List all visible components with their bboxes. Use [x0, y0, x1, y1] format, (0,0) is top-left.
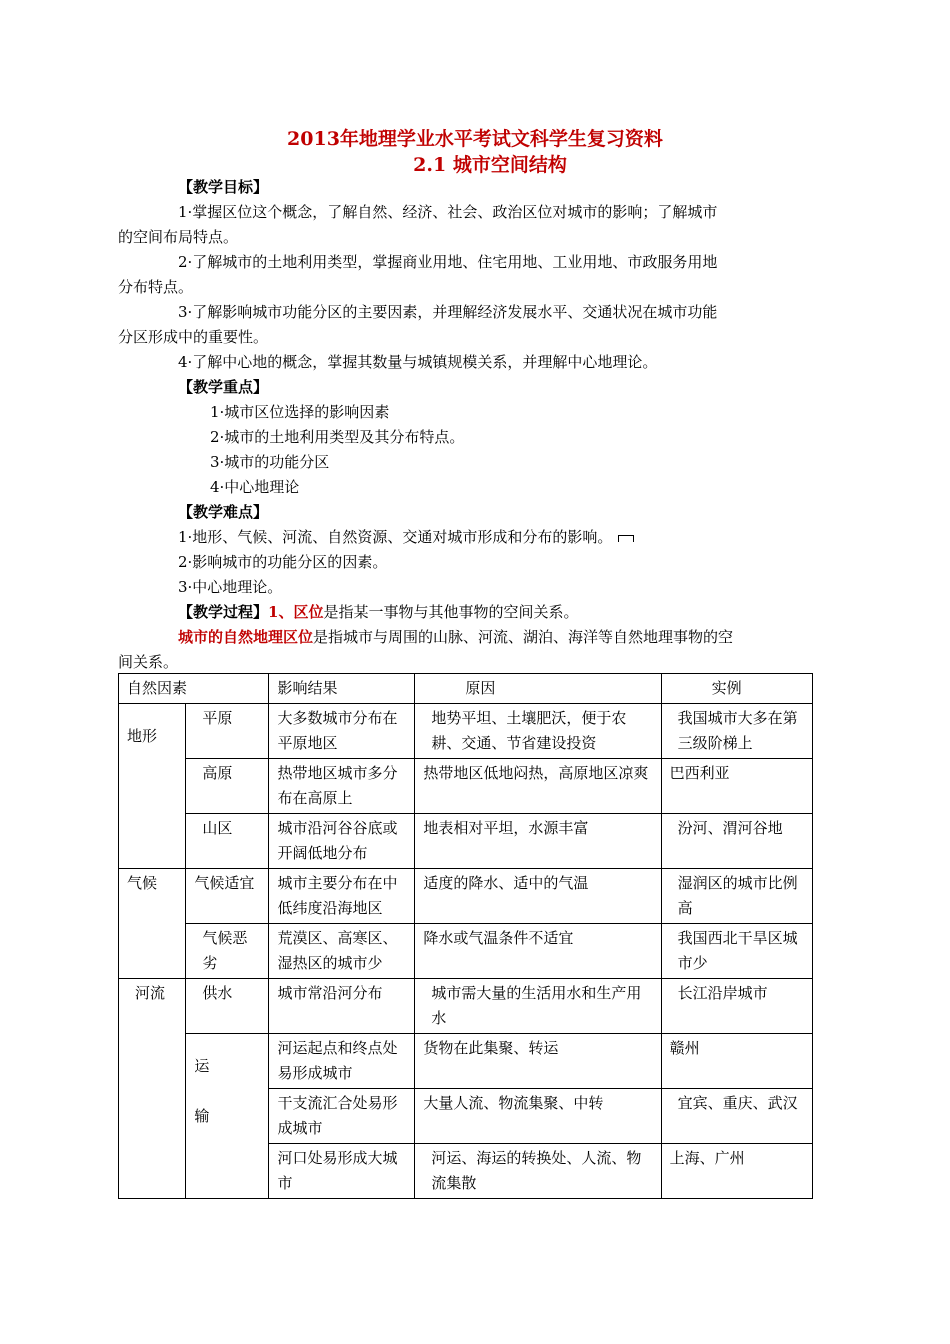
- sub-factor: 山区: [186, 814, 269, 869]
- example-cell: 汾河、渭河谷地: [661, 814, 812, 869]
- process-heading: 【教学过程】: [178, 603, 269, 621]
- sub-factor: 气候适宜: [186, 869, 269, 924]
- factor-climate: 气候: [119, 869, 186, 979]
- result-cell: 河运起点和终点处易形成城市: [269, 1034, 415, 1089]
- sub-factor: 高原: [186, 759, 269, 814]
- goals-heading: 【教学目标】: [178, 178, 269, 196]
- key-points-heading: 【教学重点】: [178, 378, 269, 396]
- difficulties-heading: 【教学难点】: [178, 503, 269, 521]
- example-cell: 湿润区的城市比例高: [661, 869, 812, 924]
- goal-3-line-2: 分区形成中的重要性。: [118, 328, 269, 346]
- reason-cell: 地势平坦、土壤肥沃，便于农耕、交通、节省建设投资: [415, 704, 661, 759]
- example-cell: 上海、广州: [661, 1144, 812, 1199]
- result-cell: 河口处易形成大城市: [269, 1144, 415, 1199]
- sub-factor-transport: [186, 1034, 269, 1199]
- factor-river: 河流: [119, 979, 186, 1199]
- result-cell: 热带地区城市多分布在高原上: [269, 759, 415, 814]
- example-cell: 我国城市大多在第三级阶梯上: [661, 704, 812, 759]
- term-location: 1、区位: [268, 603, 324, 621]
- header-reason: 原因: [415, 674, 661, 704]
- example-cell: 宜宾、重庆、武汉: [661, 1089, 812, 1144]
- transport-char-1: 运: [194, 1057, 210, 1075]
- reason-cell: 大量人流、物流集聚、中转: [415, 1089, 661, 1144]
- natural-location-line-2: 间关系。: [118, 653, 179, 671]
- example-cell: 我国西北干旱区城市少: [661, 924, 812, 979]
- table-row: [119, 1034, 813, 1089]
- key-point-4: 4·中心地理论: [210, 478, 300, 496]
- difficulty-1: [178, 525, 634, 549]
- example-cell: 长江沿岸城市: [661, 979, 812, 1034]
- natural-factors-table: [118, 673, 813, 1199]
- table-header-row: [119, 674, 813, 704]
- table-row: [119, 759, 813, 814]
- reason-cell: 河运、海运的转换处、人流、物流集散: [415, 1144, 661, 1199]
- table-row: [119, 814, 813, 869]
- sub-factor: 平原: [186, 704, 269, 759]
- sub-factor: 供水: [186, 979, 269, 1034]
- example-cell: 巴西利亚: [661, 759, 812, 814]
- key-point-3: 3·城市的功能分区: [210, 453, 330, 471]
- document-subtitle: 2.1 城市空间结构: [413, 154, 567, 176]
- table-row: [119, 869, 813, 924]
- location-definition: 是指某一事物与其他事物的空间关系。: [323, 603, 579, 621]
- edit-mark-icon: [618, 535, 634, 542]
- result-cell: 干支流汇合处易形成城市: [269, 1089, 415, 1144]
- goal-3-line-1: 3·了解影响城市功能分区的主要因素，并理解经济发展水平、交通状况在城市功能: [178, 303, 718, 321]
- header-result: 影响结果: [269, 674, 415, 704]
- result-cell: 荒漠区、高寒区、湿热区的城市少: [269, 924, 415, 979]
- transport-char-2: 输: [194, 1107, 210, 1125]
- result-cell: 城市沿河谷谷底或开阔低地分布: [269, 814, 415, 869]
- natural-location-definition: 是指城市与周围的山脉、河流、湖泊、海洋等自然地理事物的空: [313, 628, 734, 646]
- goal-2-line-1: 2·了解城市的土地利用类型，掌握商业用地、住宅用地、工业用地、市政服务用地: [178, 253, 718, 271]
- factor-terrain: 地形: [119, 704, 186, 869]
- result-cell: 城市主要分布在中低纬度沿海地区: [269, 869, 415, 924]
- difficulty-1-text: 1·地形、气候、河流、自然资源、交通对城市形成和分布的影响。: [178, 528, 613, 546]
- reason-cell: 降水或气温条件不适宜: [415, 924, 661, 979]
- term-natural-location: 城市的自然地理区位: [178, 628, 314, 646]
- table-row: [119, 704, 813, 759]
- key-point-1: 1·城市区位选择的影响因素: [210, 403, 390, 421]
- result-cell: 城市常沿河分布: [269, 979, 415, 1034]
- result-cell: 大多数城市分布在平原地区: [269, 704, 415, 759]
- header-factor: 自然因素: [119, 674, 269, 704]
- sub-factor: 气候恶劣: [186, 924, 269, 979]
- reason-cell: 城市需大量的生活用水和生产用水: [415, 979, 661, 1034]
- example-cell: 赣州: [661, 1034, 812, 1089]
- key-point-2: 2·城市的土地利用类型及其分布特点。: [210, 428, 465, 446]
- reason-cell: 热带地区低地闷热，高原地区凉爽: [415, 759, 661, 814]
- goal-1-line-1: 1·掌握区位这个概念，了解自然、经济、社会、政治区位对城市的影响；了解城市: [178, 203, 718, 221]
- header-example: 实例: [661, 674, 812, 704]
- process-line: [178, 600, 578, 624]
- difficulty-3: 3·中心地理论。: [178, 578, 283, 596]
- table-row: [119, 924, 813, 979]
- difficulty-2: 2·影响城市的功能分区的因素。: [178, 553, 388, 571]
- table-row: [119, 979, 813, 1034]
- reason-cell: 地表相对平坦，水源丰富: [415, 814, 661, 869]
- goal-4: 4·了解中心地的概念，掌握其数量与城镇规模关系，并理解中心地理论。: [178, 353, 658, 371]
- reason-cell: 货物在此集聚、转运: [415, 1034, 661, 1089]
- goal-2-line-2: 分布特点。: [118, 278, 194, 296]
- natural-location-line-1: [178, 625, 733, 649]
- reason-cell: 适度的降水、适中的气温: [415, 869, 661, 924]
- document-title: 2013年地理学业水平考试文科学生复习资料: [287, 128, 663, 150]
- goal-1-line-2: 的空间布局特点。: [118, 228, 239, 246]
